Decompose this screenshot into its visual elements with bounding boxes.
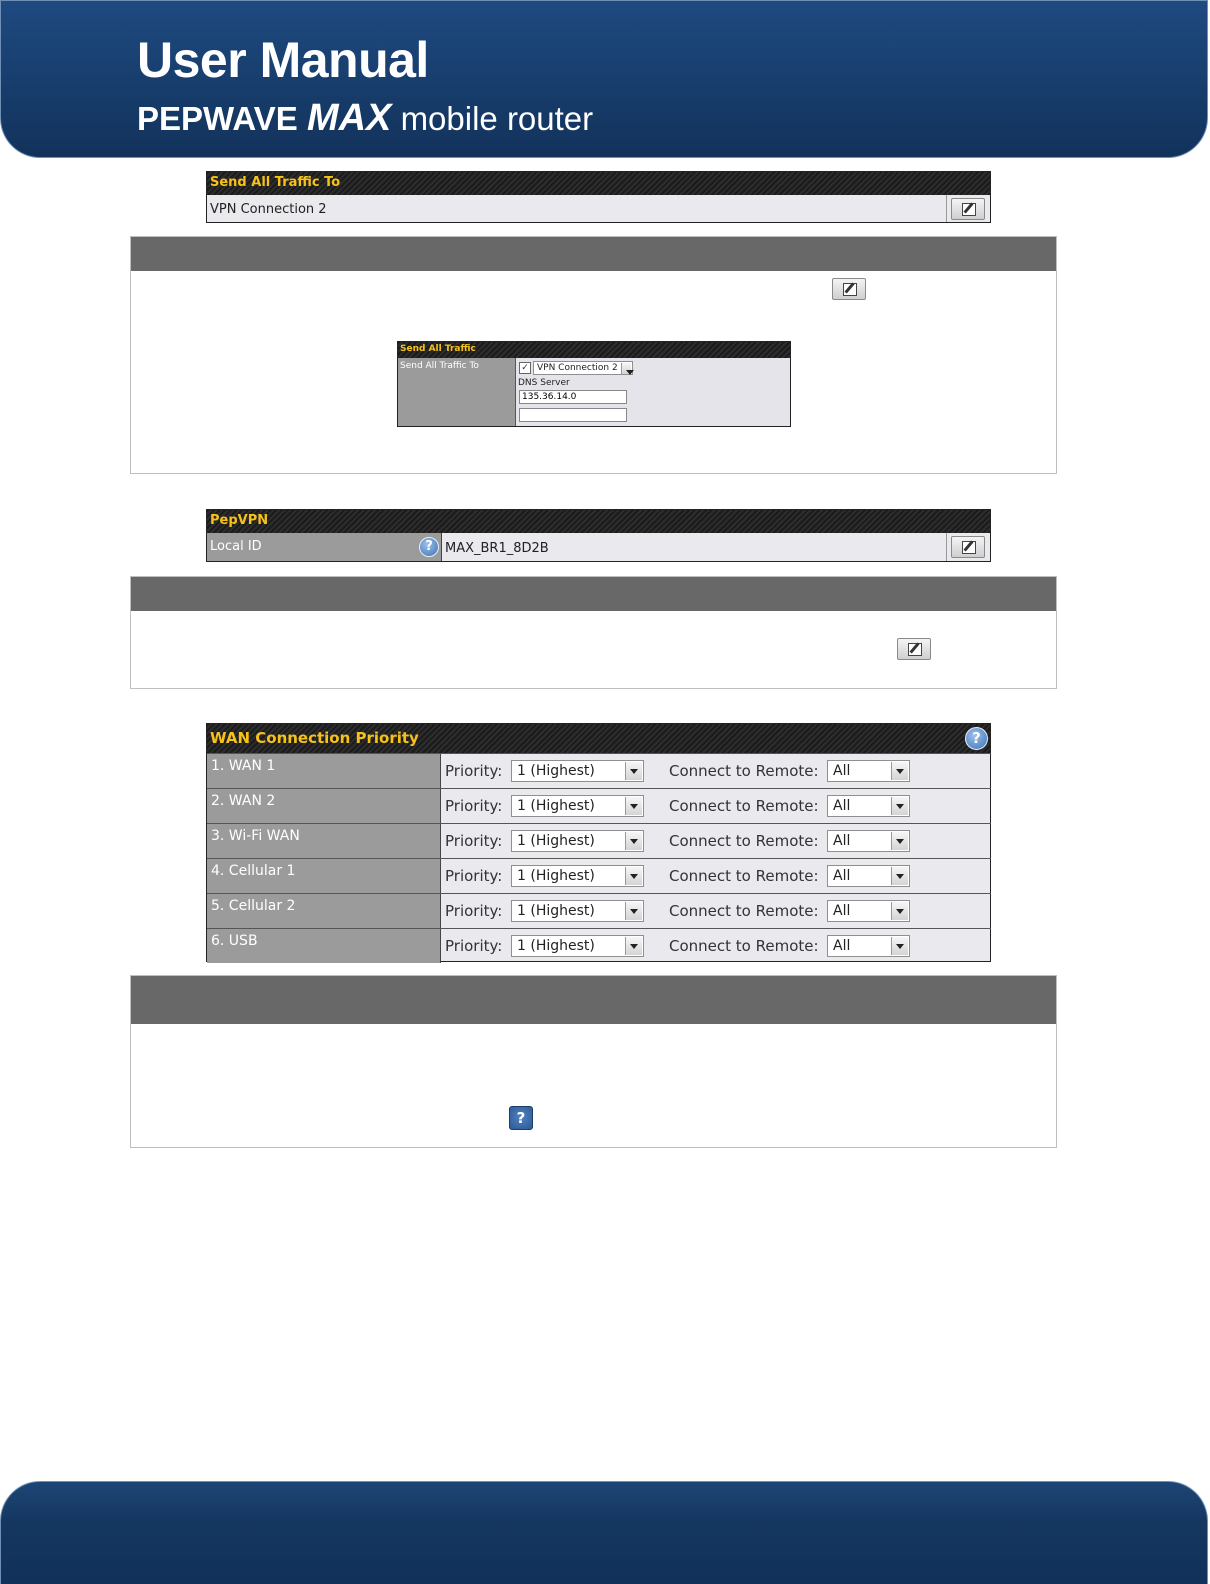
- dialog-checkbox[interactable]: ✓: [519, 362, 531, 374]
- chevron-down-icon: [625, 797, 642, 815]
- wan-priority-row: [207, 823, 991, 858]
- note-bar: [131, 237, 1056, 271]
- subtitle-rest: mobile router: [400, 100, 594, 137]
- wan-priority-row: [207, 893, 991, 928]
- dialog-row-label-cell: [398, 358, 516, 426]
- wan-connection-name: 5. Cellular 2: [207, 894, 441, 928]
- connect-to-remote-label: Connect to Remote:: [669, 762, 819, 780]
- chevron-down-icon: [625, 867, 642, 885]
- priority-select-value: 1 (Highest): [517, 833, 595, 849]
- help-icon[interactable]: ?: [965, 727, 988, 750]
- wan-priority-row: [207, 753, 991, 788]
- connect-to-remote-label: Connect to Remote:: [669, 797, 819, 815]
- send-all-traffic-heading: Send All Traffic To: [207, 172, 990, 195]
- note-bar: [131, 577, 1056, 611]
- priority-label: Priority:: [445, 937, 503, 955]
- local-id-label-cell: [207, 533, 442, 561]
- priority-select-value: 1 (Highest): [517, 903, 595, 919]
- priority-select[interactable]: [511, 760, 644, 782]
- note-box-pepvpn: [130, 576, 1057, 689]
- dialog-dns-primary-input[interactable]: [519, 390, 627, 404]
- wan-connection-name: 4. Cellular 1: [207, 859, 441, 893]
- divider: [946, 195, 947, 222]
- connect-to-remote-label: Connect to Remote:: [669, 832, 819, 850]
- local-id-label: Local ID: [210, 539, 262, 554]
- note-bar: [131, 976, 1056, 1024]
- priority-select[interactable]: [511, 865, 644, 887]
- send-all-traffic-value: VPN Connection 2: [210, 202, 327, 217]
- connect-to-remote-select[interactable]: [827, 900, 910, 922]
- chevron-down-icon: [625, 937, 642, 955]
- pepvpn-panel: [206, 509, 991, 562]
- manual-subtitle: [137, 97, 593, 140]
- local-id-value: MAX_BR1_8D2B: [445, 541, 549, 556]
- dialog-dns-secondary-input[interactable]: [519, 408, 627, 422]
- priority-label: Priority:: [445, 867, 503, 885]
- chevron-down-icon: [891, 867, 908, 885]
- connect-to-remote-select[interactable]: [827, 935, 910, 957]
- connect-to-remote-value: All: [833, 903, 851, 919]
- inline-edit-icon: [832, 278, 866, 300]
- wan-priority-row: [207, 928, 991, 963]
- chevron-down-icon: [625, 762, 642, 780]
- connect-to-remote-value: All: [833, 763, 851, 779]
- chevron-down-icon: [625, 902, 642, 920]
- manual-title: User Manual: [137, 32, 429, 88]
- help-icon: ?: [509, 1106, 533, 1130]
- dialog-connection-select[interactable]: [533, 361, 633, 375]
- chevron-down-icon: [891, 762, 908, 780]
- pepvpn-heading: PepVPN: [207, 510, 990, 533]
- chevron-down-icon: [891, 937, 908, 955]
- priority-label: Priority:: [445, 762, 503, 780]
- wan-priority-heading: [207, 724, 990, 753]
- product-name: MAX: [306, 97, 392, 139]
- send-all-traffic-panel: [206, 171, 991, 223]
- connect-to-remote-select[interactable]: [827, 830, 910, 852]
- wan-priority-row: [207, 858, 991, 893]
- connect-to-remote-value: All: [833, 798, 851, 814]
- dialog-heading: Send All Traffic: [398, 342, 790, 358]
- priority-select-value: 1 (Highest): [517, 798, 595, 814]
- send-all-traffic-edit-button[interactable]: [951, 198, 985, 220]
- pepvpn-edit-button[interactable]: [951, 536, 985, 558]
- connect-to-remote-select[interactable]: [827, 865, 910, 887]
- priority-select-value: 1 (Highest): [517, 868, 595, 884]
- chevron-down-icon: [621, 363, 631, 374]
- connect-to-remote-select[interactable]: [827, 760, 910, 782]
- wan-connection-name: 1. WAN 1: [207, 754, 441, 788]
- priority-select-value: 1 (Highest): [517, 938, 595, 954]
- priority-select[interactable]: [511, 935, 644, 957]
- dialog-connection-value: VPN Connection 2: [537, 363, 618, 373]
- inline-edit-icon: [897, 638, 931, 660]
- note-box-send-all-traffic: [130, 236, 1057, 474]
- brand-name: PEPWAVE: [137, 100, 298, 137]
- chevron-down-icon: [891, 902, 908, 920]
- priority-select[interactable]: [511, 795, 644, 817]
- connect-to-remote-value: All: [833, 868, 851, 884]
- priority-select-value: 1 (Highest): [517, 763, 595, 779]
- priority-label: Priority:: [445, 902, 503, 920]
- priority-label: Priority:: [445, 832, 503, 850]
- help-icon[interactable]: ?: [419, 537, 439, 557]
- priority-select[interactable]: [511, 900, 644, 922]
- wan-connection-name: 3. Wi-Fi WAN: [207, 824, 441, 858]
- wan-priority-title: WAN Connection Priority: [210, 729, 419, 747]
- dialog-dns-label: DNS Server: [518, 378, 570, 388]
- wan-connection-name: 6. USB: [207, 929, 441, 963]
- wan-priority-panel: [206, 723, 991, 962]
- chevron-down-icon: [891, 797, 908, 815]
- divider: [946, 533, 947, 561]
- note-box-wan-priority: [130, 975, 1057, 1148]
- connect-to-remote-value: All: [833, 938, 851, 954]
- connect-to-remote-label: Connect to Remote:: [669, 867, 819, 885]
- connect-to-remote-select[interactable]: [827, 795, 910, 817]
- chevron-down-icon: [891, 832, 908, 850]
- chevron-down-icon: [625, 832, 642, 850]
- dialog-row-label: Send All Traffic To: [400, 361, 479, 371]
- priority-label: Priority:: [445, 797, 503, 815]
- header-banner: [0, 0, 1208, 158]
- send-all-traffic-dialog: [397, 341, 791, 427]
- connect-to-remote-label: Connect to Remote:: [669, 902, 819, 920]
- wan-priority-row: [207, 788, 991, 823]
- wan-connection-name: 2. WAN 2: [207, 789, 441, 823]
- connect-to-remote-value: All: [833, 833, 851, 849]
- priority-select[interactable]: [511, 830, 644, 852]
- connect-to-remote-label: Connect to Remote:: [669, 937, 819, 955]
- footer-banner: [0, 1481, 1208, 1584]
